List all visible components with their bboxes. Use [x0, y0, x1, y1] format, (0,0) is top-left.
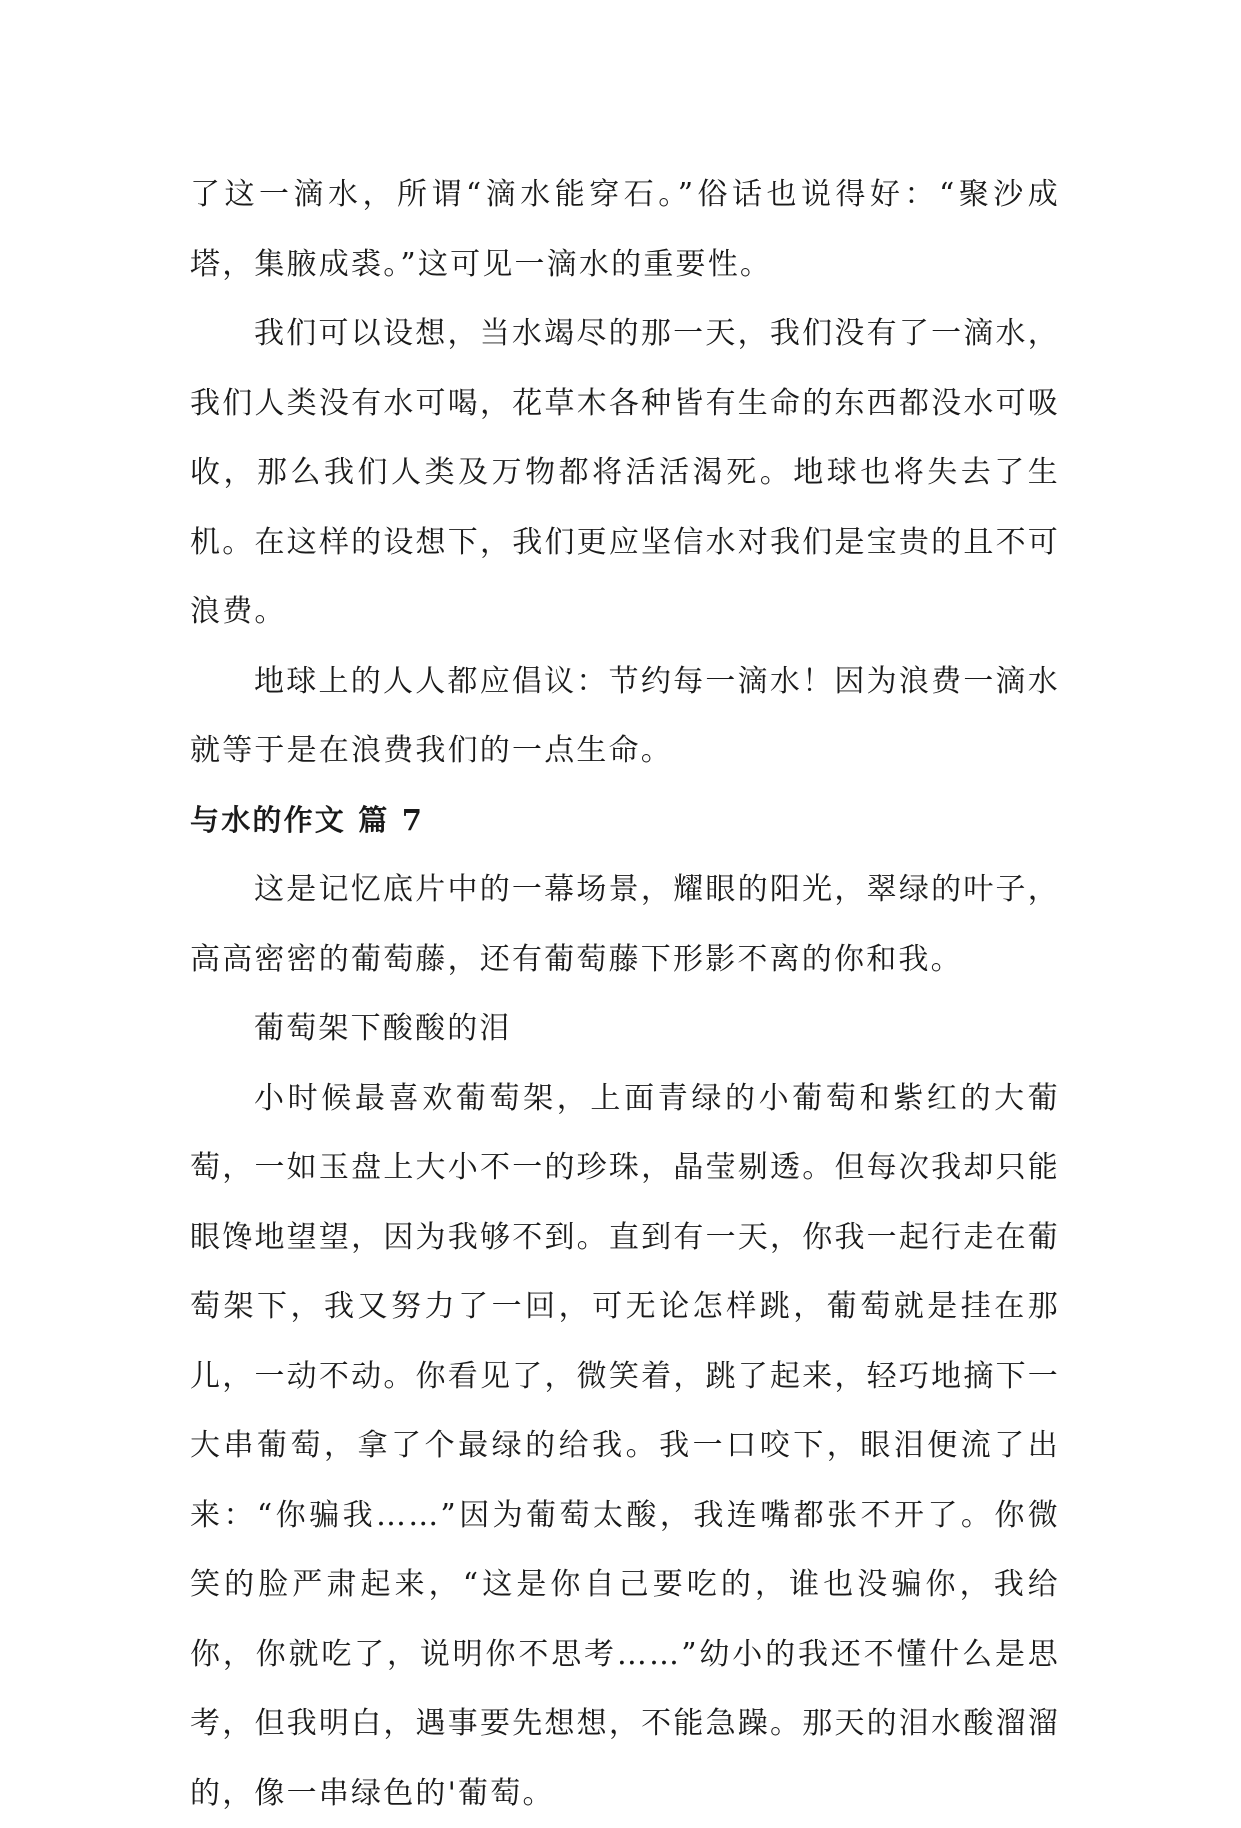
paragraph-continuation: 了这一滴水，所谓“滴水能穿石。”俗话也说得好：“聚沙成塔，集腋成裘。”这可见一滴水的重要性。	[190, 160, 1060, 299]
section-heading: 与水的作文 篇 7	[190, 786, 1060, 856]
document-page	[190, 160, 1060, 1828]
paragraph-subtitle: 葡萄架下酸酸的泪	[190, 994, 1060, 1064]
paragraph-imagine: 我们可以设想，当水竭尽的那一天，我们没有了一滴水，我们人类没有水可喝，花草木各种皆有生命的东西都没水可吸收，那么我们人类及万物都将活活渴死。地球也将失去了生机。在这样的设想下，我们更应坚信水对我们是宝贵的且不可浪费。	[190, 299, 1060, 647]
paragraph-memory: 这是记忆底片中的一幕场景，耀眼的阳光，翠绿的叶子，高高密密的葡萄藤，还有葡萄藤下形影不离的你和我。	[190, 855, 1060, 994]
paragraph-appeal: 地球上的人人都应倡议：节约每一滴水！因为浪费一滴水就等于是在浪费我们的一点生命。	[190, 647, 1060, 786]
paragraph-story: 小时候最喜欢葡萄架，上面青绿的小葡萄和紫红的大葡萄，一如玉盘上大小不一的珍珠，晶莹剔透。但每次我却只能眼馋地望望，因为我够不到。直到有一天，你我一起行走在葡萄架下，我又努力了一回，可无论怎样跳，葡萄就是挂在那儿，一动不动。你看见了，微笑着，跳了起来，轻巧地摘下一大串葡萄，拿了个最绿的给我。我一口咬下，眼泪便流了出来：“你骗我……”因为葡萄太酸，我连嘴都张不开了。你微笑的脸严肃起来，“这是你自己要吃的，谁也没骗你，我给你，你就吃了，说明你不思考……”幼小的我还不懂什么是思考，但我明白，遇事要先想想，不能急躁。那天的泪水酸溜溜的，像一串绿色的'葡萄。	[190, 1064, 1060, 1828]
